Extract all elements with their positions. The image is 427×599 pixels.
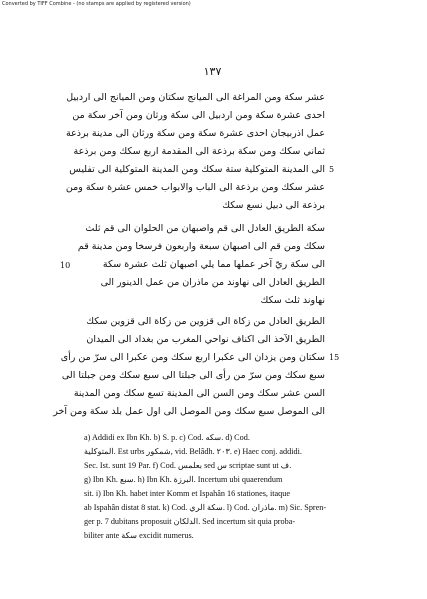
text-line: السن عشر سكك ومن السن الى المدينة تسع سكك ومن المدينة [73, 388, 325, 399]
footnote-line: sit. i) Ibn Kh. habet inter Komm et Ispahân 16 stationes, itaque [84, 489, 291, 498]
text-line: الطريق العادل من زكاة الى قزوين من زكاة الى قزوين سكك [86, 316, 325, 327]
text-line: عمل اذربيجان احدى عشرة سكة ومن سكة ورثان الى مدينة برذعة [65, 128, 325, 139]
footnote-line: Sec. Ist. sunt 19 Par. f) Cod. بعلمس sed س scriptae sunt ut ف. [84, 461, 292, 470]
text-line: عشر سكة ومن المراغة الى الميانج سكتان ومن الميانج الى اردبيل [66, 92, 325, 103]
text-line: عشر سكك ومن برذعة الى الباب والابواب خمس عشرة سكة ومن [65, 182, 325, 193]
text-line: الى سكة ريّ آخر عملها مما يلي اصبهان ثلث عشرة سكة [102, 259, 325, 270]
page-number: ١٣٧ [203, 65, 222, 78]
text-line: الطريق العادل الى نهاوند من ماذران من عمل الدينور الى [100, 277, 325, 288]
text-line: الى الموصل سبع سكك ومن الموصل الى اول عمل بلد سكة ومن آخر [53, 406, 325, 417]
text-line: نهاوند ثلث سكك [260, 295, 325, 306]
text-line: سكك ومن قم الى اصبهان سبعة واربعون فرسخا ومن مدينة قم [77, 241, 325, 252]
text-line: احدى عشرة سكة ومن اردبيل الى سكة ورثان ومن آخر سكة من [72, 110, 325, 121]
text-line: سكة الطريق العادل الى قم واصبهان من الحلوان الى قم ثلث [85, 223, 325, 234]
converter-banner: Converted by TIFF Combine - (no stamps are applied by registered version) [2, 1, 191, 7]
text-line: برذعة الى دبيل نسع سكك [222, 200, 325, 211]
line-number-5: 5 [329, 165, 335, 174]
text-line: سكتان ومن يزدان الى عكبرا اربع سكك ومن عكبرا الى سرّ من رأى [60, 352, 325, 363]
line-number-15: 15 [329, 353, 340, 362]
footnote-line: المتوكلية. Est urbs شمكور, vid. Belâdh. ۲۰۳. e) Haec conj. addidi. [84, 447, 302, 456]
text-line: ثماني سكك ومن سكة برذعة الى المقدمة اربع سكك ومن برذعة [73, 146, 325, 157]
footnote-line: biliter ante سكة excidit numerus. [84, 531, 194, 540]
line-number-10: 10 [60, 261, 71, 270]
footnote-line: g) Ibn Kh. سبع. h) Ibn Kh. البرزة. Incertum ubi quaerendum [84, 475, 283, 484]
text-line: الطريق الآخذ الى اكناف نواحي المغرب من بغداد الى الميدان [86, 334, 325, 345]
footnote-line: ger p. 7 dubitans proposuit الدلكان. Sed incertum sit quia proba- [84, 517, 296, 526]
footnote-line: ab Ispahân distat 8 stat. k) Cod. سكة الري. l) Cod. ماذران. m) Sic. Spren- [84, 503, 327, 512]
text-line: الى المدينة المتوكلية ستة سكك ومن المدينة المتوكلية الى تفليس [69, 164, 325, 175]
footnote-line: a) Addidi ex Ibn Kh. b) S. p. c) Cod. سكه. d) Cod. [84, 433, 250, 442]
text-line: سبع سكك ومن سرّ من رأى الى جبلتا الى سبع سكك ومن جبلتا الى [61, 370, 325, 381]
